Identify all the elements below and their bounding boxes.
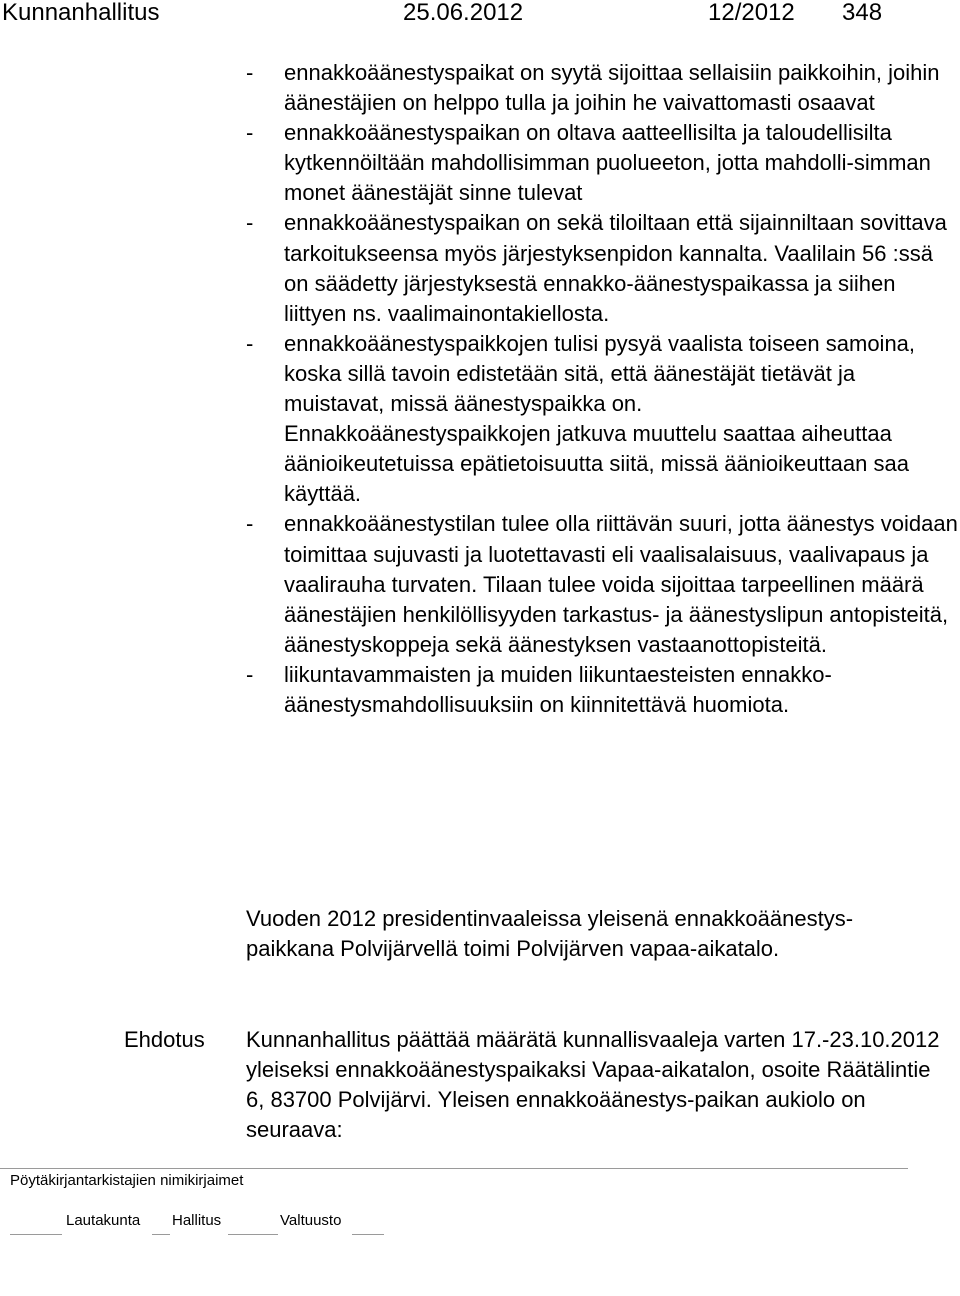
signature-line [10, 1234, 62, 1235]
bullet-paragraph: Ennakkoäänestyspaikkojen jatkuva muuttelu saattaa aiheuttaa äänioikeutetuissa epätietoisuutta siitä, missä äänioikeuttaan saa käyttää. [284, 421, 909, 507]
signature-line [152, 1234, 170, 1235]
paragraph-2012-elections: Vuoden 2012 presidentinvaaleissa yleisenä ennakkoäänestys-paikkana Polvijärvellä toimi Polvijärven vapaa-aikatalo. [246, 906, 854, 961]
page-header [0, 0, 960, 30]
proposal-text: Kunnanhallitus päättää määrätä kunnallisvaaleja varten 17.-23.10.2012 yleiseksi ennakkoäänestyspaikaksi Vapaa-aikatalon, osoite Räätälintie 6, 83700 Polvijärvi. Yleisen ennakkoäänestys-paikan aukiolo on seuraava: [246, 1027, 940, 1142]
header-section-number: 348 [842, 0, 883, 26]
bullet-item [246, 509, 960, 659]
bullet-dash: - [246, 210, 254, 236]
proposal-label: Ehdotus [124, 1027, 205, 1052]
bullet-paragraph: ennakkoäänestyspaikan on oltava aatteellisilta ja taloudellisilta kytkennöiltään mahdollisimman puolueeton, jotta mahdolli-simman monet äänestäjät sinne tulevat [284, 120, 931, 206]
signature-valtuusto: Valtuusto [280, 1212, 342, 1229]
header-issue: 12/2012 [708, 0, 795, 26]
bullet-paragraph: ennakkoäänestyspaikan on sekä tiloiltaan että sijainniltaan sovittava tarkoitukseensa myös järjestyksenpidon kannalta. Vaalilain 56 :ssä on säädetty järjestyksestä ennakko-äänestyspaikassa ja siihen liittyen ns. vaalimainontakiellosta. [284, 210, 947, 326]
bullet-item [246, 58, 960, 118]
footer-divider [0, 1168, 908, 1169]
signature-line [228, 1234, 278, 1235]
signature-lautakunta: Lautakunta [66, 1212, 141, 1229]
bullet-text [284, 118, 960, 208]
bullet-item [246, 118, 960, 208]
signature-line [352, 1234, 384, 1235]
bullet-dash: - [246, 511, 254, 537]
bullet-paragraph: ennakkoäänestyspaikat on syytä sijoittaa sellaisiin paikkoihin, joihin äänestäjien on helppo tulla ja joihin he vaivattomasti osaavat [284, 60, 940, 116]
footer-initials-label: Pöytäkirjantarkistajien nimikirjaimet [10, 1172, 244, 1189]
bullet-text [284, 509, 960, 659]
bullet-paragraph: ennakkoäänestyspaikkojen tulisi pysyä vaalista toiseen samoina, koska sillä tavoin edistetään sitä, että äänestäjät tietävät ja muistavat, missä äänestyspaikka on. [284, 330, 916, 417]
bullet-dash: - [246, 330, 254, 356]
header-body-name: Kunnanhallitus [2, 0, 160, 26]
bullet-list [246, 58, 960, 720]
bullet-item [246, 329, 960, 510]
bullet-item [246, 208, 960, 328]
bullet-text [284, 660, 960, 720]
bullet-dash: - [246, 60, 254, 85]
bullet-text [284, 329, 960, 510]
header-date: 25.06.2012 [403, 0, 524, 26]
bullet-paragraph: liikuntavammaisten ja muiden liikuntaesteisten ennakko-äänestysmahdollisuuksiin on kiinnitettävä huomiota. [284, 661, 832, 717]
bullet-paragraph: ennakkoäänestystilan tulee olla riittävän suuri, jotta äänestys voidaan toimittaa sujuvasti ja luotettavasti eli vaalisalaisuus, vaalivapaus ja vaalirauha turvaten. Tilaan tulee voida sijoittaa tarpeellinen määrä äänestäjien henkilöllisyyden tarkastus- ja äänestyslipun antopisteitä, äänestyskoppeja sekä äänestyksen vastaanottopisteitä. [284, 511, 958, 657]
bullet-dash: - [246, 661, 254, 687]
signature-hallitus: Hallitus [172, 1212, 222, 1229]
bullet-text [284, 208, 960, 328]
bullet-item [246, 660, 960, 720]
bullet-dash: - [246, 120, 254, 146]
bullet-text [284, 58, 960, 118]
